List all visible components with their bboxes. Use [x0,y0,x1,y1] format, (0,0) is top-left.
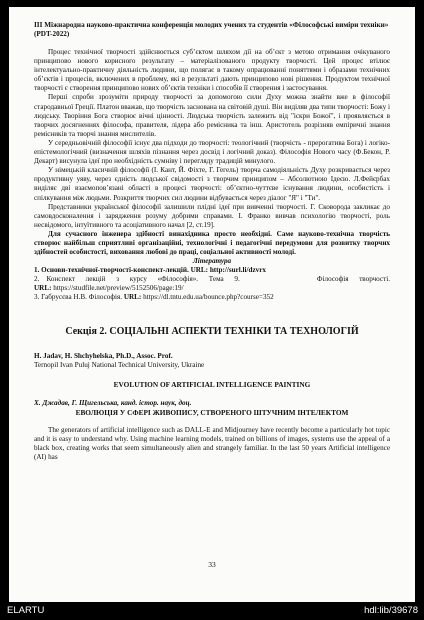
abstract-paragraph: The generators of artificial intelligence such as DALL-E and Midjourney have recently become a particularly hot topic and it is easy to understand why. Using machine learning models, trained on billions of images, systems use the appeal of a black box, creating works that seem simultaneously alien and strangely familiar. In the last 50 years Artificial intelligence (AI) has [34,426,390,462]
article-authors-en: H. Jadav, H. Shchyhelska, Ph.D., Assoc. Prof. [34,352,173,361]
conference-header: ІІІ Міжнародна науково-практична конференція молодих учених та студентів «Філософські виміри техніки» (PDT-2022) [34,21,389,38]
reference-text: 3. Габрусєва Н.В. Філософія. [34,293,123,302]
repository-footer [0,602,424,620]
body-paragraph: У німецькій класичній філософії (І. Кант, Й. Фіхте, Г. Гегель) творча самодіяльність Духу розкривається через продуктивну уяву, через єдність людської свідомості з творчим принципом – Абсолютною Ідеєю. Л.Фейєрбах виділяє дві взаємопов’язані області в процесі творчості: об’єктно-чуттєве існування людини, особистість і спілкування між людьми. Розкриття творчих сил людини відбувається через діалог "Я" і "Ти". [34,166,390,202]
article-authors-ua: Х. Джадав, Г. Щигельська, канд. істор. наук, доц. [34,399,192,408]
reference-link[interactable]: https://dl.tntu.edu.ua/bounce.php?course=352 [143,293,274,302]
reference-item [34,275,390,293]
conclusion-paragraph: Для сучасного інженера здібності винахідника просто необхідні. Саме науково-технічна творчість створює найбільш сприятливі організаційні, технологічні і педагогічні передумови для розвитку творчих здібностей особистості, виховання любові до праці, соціальної активності молоді. [34,229,390,257]
reference-url-label: URL: [190,266,209,275]
reference-url-label: URL: [34,284,52,293]
literature-title: Література [192,257,232,266]
repository-name: ELARTU [7,605,45,616]
reference-text-cont: Філософія творчості. [316,275,390,284]
reference-link[interactable]: http://surl.li/dzvrx [209,266,266,275]
body-paragraph: Представники української філософії залишили плідні ідеї при вивченні творчості. Г. Сковорода закликає до самовдосконалення і зарядження розуму добрими справами. І. Франко вивчав психологію творчості, роль несвідомого, інтуїтивного та асоціативного начал [2, ст.19]. [34,202,390,229]
handle-id[interactable]: hdl:lib/39678 [364,605,418,616]
reference-text: 1. Основи-технічної-творчості-конспект-лекцій. [34,266,189,275]
article-title-ua: ЕВОЛЮЦІЯ У СФЕРІ ЖИВОПИСУ, СТВОРЕНОГО ШТУЧНИМ ІНТЕЛЕКТОМ [75,408,349,418]
page-number: 33 [208,560,216,569]
document-page [9,7,415,602]
body-paragraph: Процес технічної творчості здійснюється суб’єктом шляхом дії на об’єкт з метою отримання очікуваного принципово нового корисного результату – матеріалізованого продукту творчості. Цей процес втілює інтелектуально-практичну діяльність людини, що полягає в такому опрацюванні поняттями і образами технічних об’єктів і процесів, включених в проблему, які в результаті дають принципово нові рішення. Продуктом технічної творчості є створення принципово нових об’єктів техніки і способів її створення і застосування. [34,48,390,93]
reference-url-label: URL: [123,293,142,302]
reference-link[interactable]: https://studfile.net/preview/5152506/page:19/ [53,284,184,293]
article-title-en: EVOLUTION OF ARTIFICIAL INTELLIGENCE PAINTING [113,380,311,390]
reference-text: 2. Конспект лекцій з курсу «Філософія». Тема 9. [34,275,240,284]
page-content [34,21,390,463]
body-paragraph: Перші спроби зрозуміти природу творчості за допомогою сили Духу можна знайти вже в філософії стародавньої Греції. Платон вважав, що творчість заснована на світовій душі. Він виділяв два типи творчості: Божу і людську. Творіння Бога створює вічні цінності. Людська творчість залежить від "іскри Божої", і проявляється в творчих досягненнях філософа, правителя, лідера або ремісника та інш. Аристотель розрізняв емпіричні знання ремісників та творчі знання мислителів. [34,93,390,138]
reference-item [34,293,390,302]
reference-item [34,266,390,275]
article-affiliation: Ternopil Ivan Puluj National Technical University, Ukraine [34,361,205,370]
body-paragraph: У середньовічній філософії існує два підходи до творчості: теологічний (творчість - прерогатива Бога) і логіко-епістемологічний (визначення шляхів пізнання через досвід і логічний доказ). Філософія Нового часу (Ф.Бекон, Р. Декарт) висунула ідеї про необхідність сумніву і перегляду традицій минулого. [34,138,390,166]
section-title: Секція 2. СОЦІАЛЬНІ АСПЕКТИ ТЕХНІКИ ТА ТЕХНОЛОГІЙ [65,326,359,338]
